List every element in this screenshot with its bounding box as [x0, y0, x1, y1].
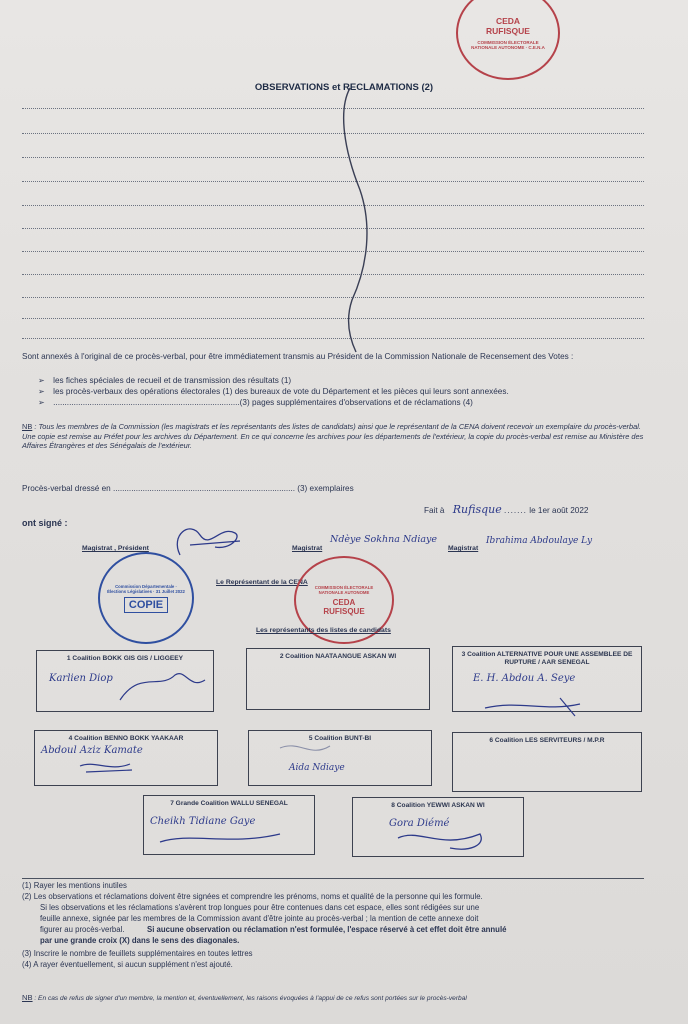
coalition-label: 3 Coalition ALTERNATIVE POUR UNE ASSEMBLEE DE RUPTURE / AAR SENEGAL — [461, 651, 633, 666]
magistrat1-signature: Ndèye Sokhna Ndiaye — [330, 534, 438, 545]
pv-dresse: Procès-verbal dressé en ................................................................................ (3) exemplaires — [22, 484, 354, 493]
coalition-label: 8 Coalition YEWWI ASKAN WI — [391, 802, 485, 809]
stamp-line2: RUFISQUE — [486, 26, 530, 36]
coalition-label: 1 Coalition BOKK GIS GIS / LIGGEEY — [66, 655, 184, 662]
nb-label: NB — [22, 422, 33, 431]
stamp-ring: COMMISSION ÉLECTORALE NATIONALE AUTONOME · C.E.N.A — [471, 40, 545, 50]
footnote: Si aucune observation ou réclamation n'est formulée, l'espace réservé à cet effet doit être annulé — [147, 925, 507, 934]
footnote: (3) Inscrire le nombre de feuillets supplémentaires en toutes lettres — [22, 949, 253, 958]
stamp-line1: CEDA — [495, 16, 521, 26]
footnote: (2) Les observations et réclamations doivent être signées et comprendre les prénoms, noms et qualité de la personne qui les formule. — [22, 892, 483, 901]
footnote: par une grande croix (X) dans le sens des diagonales. — [40, 936, 240, 945]
arrow-bullet-icon: ➢ — [38, 398, 45, 407]
footnote: (1) Rayer les mentions inutiles — [22, 881, 127, 890]
copie-ring: Commission Départementale · Élections Législatives · 31 Juillet 2022 — [107, 583, 185, 594]
footnote: (4) A rayer éventuellement, si aucun supplément n'est ajouté. — [22, 960, 233, 969]
coalition-signature: Aida Ndiaye — [289, 763, 345, 773]
bottom-nb-label: NB — [22, 993, 33, 1002]
ont-signe-label: ont signé : — [22, 518, 68, 528]
arrow-bullet-icon: ➢ — [38, 387, 45, 396]
coalition-label: 2 Coalition NAATAANGUE ASKAN WI — [279, 653, 397, 660]
coalition-signature: Cheikh Tidiane Gaye — [150, 816, 256, 827]
stamp-line1: CEDA — [332, 597, 356, 607]
page-title: OBSERVATIONS et RECLAMATIONS (2) — [254, 82, 434, 93]
fait-a-value: Rufisque — [452, 503, 502, 516]
le-label: le — [529, 506, 536, 515]
stamp-ring: COMMISSION ÉLECTORALE NATIONALE AUTONOME — [314, 584, 374, 595]
footnote: figurer au procès-verbal. — [40, 925, 125, 934]
coalition-label: 4 Coalition BENNO BOKK YAAKAAR — [68, 735, 184, 742]
copie-center: COPIE — [124, 597, 168, 613]
annex-item-text: les fiches spéciales de recueil et de transmission des résultats (1) — [53, 376, 292, 385]
footnote: Si les observations et les réclamations s'avèrent trop longues pour être contenues dans cet espace, elles sont rédigées sur une — [40, 903, 480, 912]
annex-intro: Sont annexés à l'original de ce procès-verbal, pour être immédiatement transmis au Président de la Commission Nationale de Recensement des Votes : — [22, 352, 574, 361]
coalition-signature: Gora Diémé — [389, 818, 450, 829]
rep-listes-label: Les représentants des listes de candidats — [256, 627, 391, 634]
coalition-signature: E. H. Abdou A. Seye — [473, 673, 576, 684]
bottom-nb — [22, 993, 662, 1004]
annex-item-text: les procès-verbaux des opérations électorales (1) des bureaux de vote du Département et les pièces qui leurs sont annexées. — [53, 387, 509, 396]
nb-line1: : Tous les membres de la Commission (les magistrats et les représentants des listes de candidats) ainsi que le représentant de la CENA doivent recevoir un exemplaire du procès-verbal. — [32, 422, 641, 431]
fait-a-line: Fait à Rufisque ....... le 1er août 2022 — [424, 503, 589, 516]
bottom-nb-text: : En cas de refus de signer d'un membre, la mention et, éventuellement, les raisons évoquées à l'appui de ce refus sont portées sur le procès-verbal — [32, 995, 467, 1002]
magistrat1-label: Magistrat — [292, 545, 323, 552]
pv-date: 1er août 2022 — [537, 506, 589, 515]
coalition-signature: Abdoul Aziz Kamate — [41, 745, 143, 756]
coalition-label: 6 Coalition LES SERVITEURS / M.P.R — [489, 737, 605, 744]
president-label: Magistrat , Président — [82, 545, 149, 552]
fait-a-label: Fait à — [424, 506, 445, 515]
annex-item-text: ..................................................................................(3) pages supplémentaires d'observations et de réclamations (4) — [53, 398, 473, 407]
coalition-signature: Karlien Diop — [49, 673, 113, 684]
nb-line2: Une copie est remise au Préfet pour les archives du Département. En ce qui concerne les archives pour les départements de l'extérieur, la copie du procès-verbal est remise au Ministère des Affaires Étrangères et des Sénégalais de l'extérieur. — [22, 431, 644, 450]
stamp-line2: RUFISQUE — [323, 606, 365, 616]
footnote: feuille annexe, signée par les membres de la Commission avant d'être jointe au procès-verbal ; la mention de cette annexe doit — [40, 914, 479, 923]
magistrat2-signature: Ibrahima Abdoulaye Ly — [486, 536, 593, 546]
coalition-label: 7 Grande Coalition WALLU SENEGAL — [170, 800, 288, 807]
footnote-divider — [22, 878, 644, 879]
cena-rep-label: Le Représentant de la CENA — [216, 579, 308, 586]
arrow-bullet-icon: ➢ — [38, 376, 45, 385]
coalition-label: 5 Coalition BUNT-BI — [308, 735, 372, 742]
magistrat2-label: Magistrat — [448, 545, 479, 552]
